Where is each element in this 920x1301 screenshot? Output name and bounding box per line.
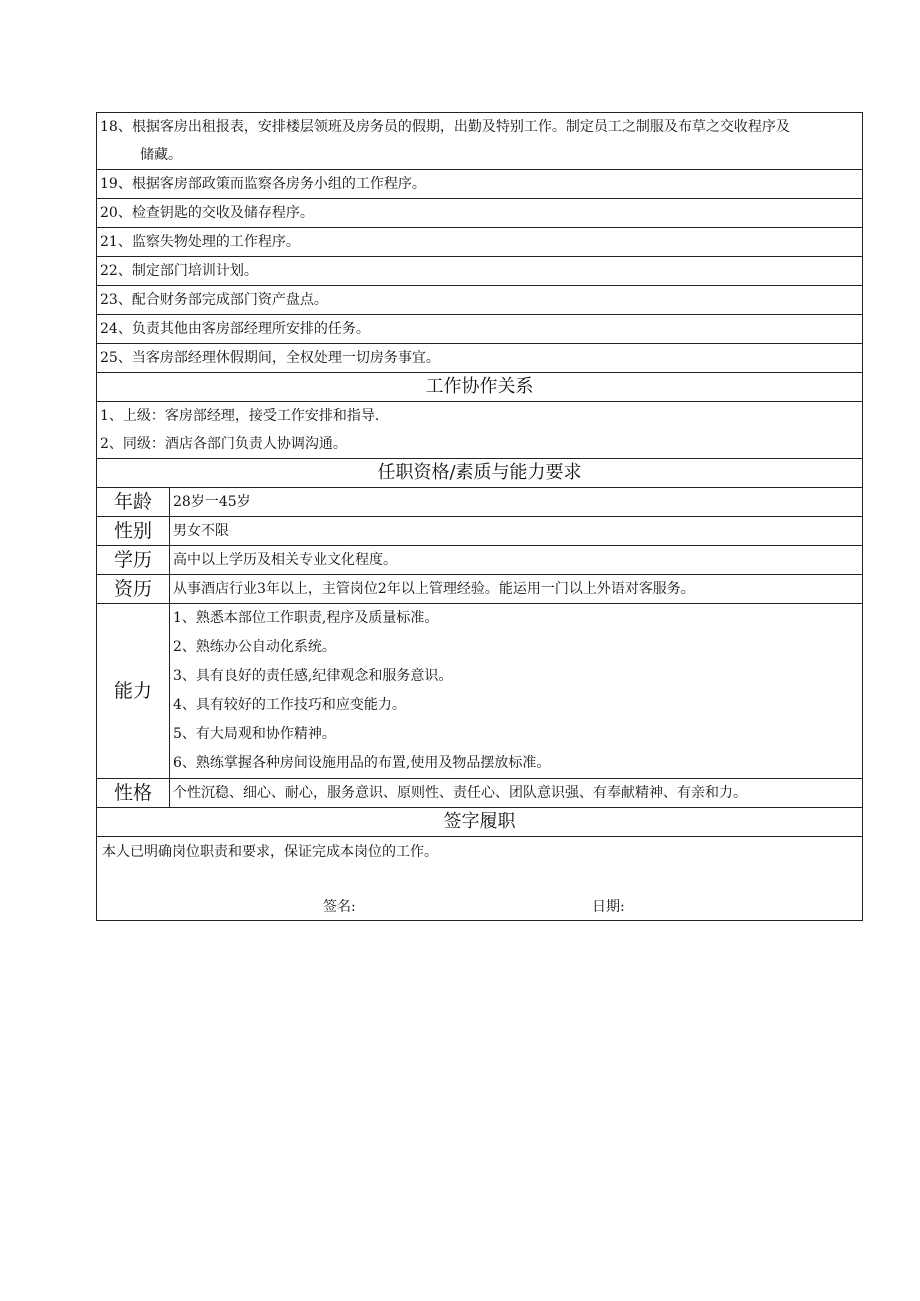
age-value: 28岁一45岁 [170, 488, 863, 517]
collaboration-row [97, 402, 863, 459]
duty-text-continued: 储藏。 [140, 147, 182, 163]
duty-number: 22、 [100, 263, 132, 279]
job-description-table [96, 112, 863, 921]
duty-row-24 [97, 315, 863, 344]
collaboration-list [97, 402, 863, 459]
section-heading-qualifications: 任职资格/素质与能力要求 [97, 459, 863, 488]
collaboration-superior: 1、上级：客房部经理，接受工作安排和指导. [100, 408, 380, 424]
duty-number: 24、 [100, 321, 132, 337]
duty-number: 19、 [100, 176, 132, 192]
duty-row-21 [97, 228, 863, 257]
ability-row [97, 604, 863, 779]
signature-name-label: 签名: [323, 899, 356, 915]
duty-number: 18、 [100, 119, 132, 135]
section-heading-signature: 签字履职 [97, 808, 863, 837]
signature-date-label: 日期: [592, 899, 625, 915]
ability-item: 3、具有良好的责任感,纪律观念和服务意识。 [173, 668, 453, 684]
ability-label: 能力 [97, 604, 170, 779]
duty-row-20 [97, 199, 863, 228]
gender-row [97, 517, 863, 546]
duty-row-25 [97, 344, 863, 373]
education-value: 高中以上学历及相关专业文化程度。 [170, 546, 863, 575]
qualifications-heading-row [97, 459, 863, 488]
duty-text: 根据客房部政策而监察各房务小组的工作程序。 [131, 176, 426, 192]
gender-label: 性别 [97, 517, 170, 546]
gender-value: 男女不限 [170, 517, 863, 546]
duty-row-18 [97, 113, 863, 170]
experience-row [97, 575, 863, 604]
duty-text: 根据客房出租报表，安排楼层领班及房务员的假期，出勤及特别工作。制定员工之制服及布草之交收程序及 [131, 119, 790, 135]
duty-row-23 [97, 286, 863, 315]
ability-item: 6、熟练掌握各种房间设施用品的布置,使用及物品摆放标准。 [173, 755, 551, 771]
ability-item: 1、熟悉本部位工作职责,程序及质量标准。 [173, 610, 439, 626]
duty-number: 23、 [100, 292, 132, 308]
duty-text: 当客房部经理休假期间，全权处理一切房务事宜。 [131, 350, 440, 366]
ability-item: 2、熟练办公自动化系统。 [173, 639, 336, 655]
collaboration-peer: 2、同级：酒店各部门负责人协调沟通。 [100, 436, 347, 452]
age-row [97, 488, 863, 517]
collaboration-heading-row [97, 373, 863, 402]
age-label: 年龄 [97, 488, 170, 517]
duty-number: 20、 [100, 205, 132, 221]
signature-statement: 本人已明确岗位职责和要求，保证完成本岗位的工作。 [102, 844, 438, 860]
duty-number: 25、 [100, 350, 132, 366]
duty-item [97, 344, 863, 373]
duty-row-22 [97, 257, 863, 286]
duty-item [97, 113, 863, 170]
ability-item: 5、有大局观和协作精神。 [173, 726, 336, 742]
duty-text: 配合财务部完成部门资产盘点。 [131, 292, 328, 308]
personality-row [97, 779, 863, 808]
experience-value: 从事酒店行业3年以上，主管岗位2年以上管理经验。能运用一门以上外语对客服务。 [170, 575, 863, 604]
section-heading-collaboration: 工作协作关系 [97, 373, 863, 402]
duty-item [97, 228, 863, 257]
duty-item [97, 257, 863, 286]
education-row [97, 546, 863, 575]
education-label: 学历 [97, 546, 170, 575]
duty-item [97, 170, 863, 199]
personality-value: 个性沉稳、细心、耐心，服务意识、原则性、责任心、团队意识强、有奉献精神、有亲和力。 [170, 779, 863, 808]
duty-text: 负责其他由客房部经理所安排的任务。 [131, 321, 370, 337]
duty-number: 21、 [100, 234, 132, 250]
ability-item: 4、具有较好的工作技巧和应变能力。 [173, 697, 406, 713]
duty-text: 监察失物处理的工作程序。 [131, 234, 300, 250]
ability-list [170, 604, 863, 779]
signature-row [97, 837, 863, 921]
experience-label: 资历 [97, 575, 170, 604]
duty-text: 制定部门培训计划。 [131, 263, 258, 279]
signature-area [97, 837, 863, 921]
duty-text: 检查钥匙的交收及储存程序。 [131, 205, 314, 221]
duty-item [97, 315, 863, 344]
duty-row-19 [97, 170, 863, 199]
duty-item [97, 286, 863, 315]
personality-label: 性格 [97, 779, 170, 808]
duty-item [97, 199, 863, 228]
signature-heading-row [97, 808, 863, 837]
